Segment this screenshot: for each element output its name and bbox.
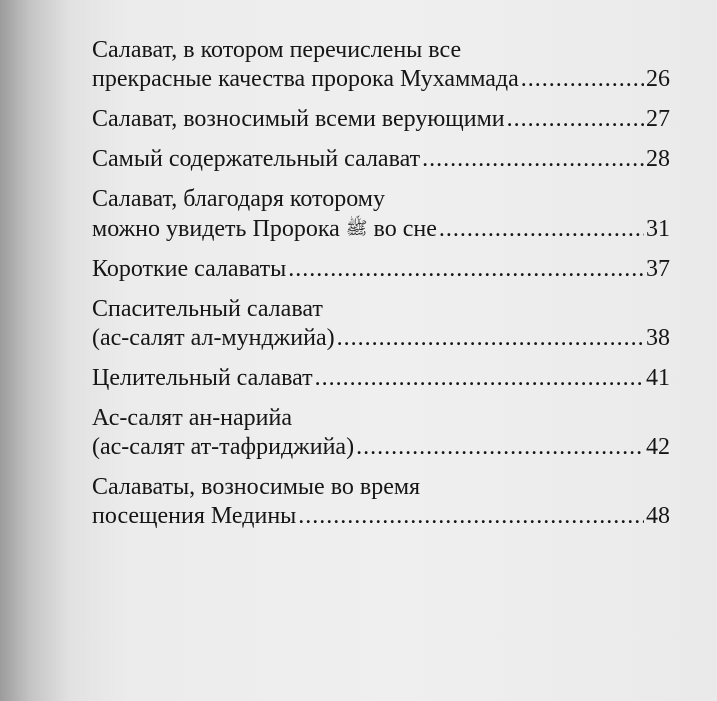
toc-entry-last-line [92, 324, 670, 353]
page-number: 28 [646, 146, 670, 172]
toc-entry-last-line [92, 105, 670, 134]
page-number: 37 [646, 256, 670, 282]
page-number: 26 [646, 66, 670, 92]
toc-entry-title: Ас-салят ан-нарийа [92, 405, 293, 431]
toc-entry-last-line [92, 255, 670, 284]
toc-entry-title: (ас-салят ал-мунджийа) [92, 325, 335, 351]
dot-leader [356, 433, 644, 462]
toc-entry-last-line [92, 502, 670, 531]
toc-entry-title: Салаваты, возносимые во время [92, 474, 421, 500]
toc-entry-title: Салават, благодаря которому [92, 186, 385, 212]
toc-entry [92, 255, 670, 284]
toc-entry [92, 105, 670, 134]
toc-entry [92, 145, 670, 174]
toc-entry [92, 364, 670, 393]
toc-entry-last-line [92, 214, 670, 244]
toc-entry-title: можно увидеть Пророка [92, 216, 340, 242]
page-number: 31 [646, 216, 670, 242]
toc-entry-title: Салават, в котором перечислены все [92, 37, 462, 63]
dot-leader [507, 105, 644, 134]
toc-entry-title: посещения Медины [92, 503, 297, 529]
page-number: 27 [646, 106, 670, 132]
dot-leader [439, 215, 644, 244]
dot-leader [422, 145, 644, 174]
dot-leader [298, 502, 644, 531]
toc-entry-title: Салават, возносимый всеми верующими [92, 106, 505, 132]
toc-entry-last-line [92, 65, 670, 94]
toc-entry-last-line [92, 145, 670, 174]
toc-entry [92, 473, 670, 531]
toc-entry-title: Короткие салаваты [92, 256, 287, 282]
dot-leader [521, 65, 644, 94]
dot-leader [288, 255, 644, 284]
page-number: 48 [646, 503, 670, 529]
table-of-contents [92, 36, 670, 542]
salawat-seal-icon: ﷺ [345, 218, 368, 238]
toc-entry-last-line [92, 364, 670, 393]
toc-entry-title-wrap [92, 214, 437, 244]
page-number: 38 [646, 325, 670, 351]
toc-entry [92, 185, 670, 244]
toc-entry-title: Самый содержательный салават [92, 146, 421, 172]
toc-entry-title: прекрасные качества пророка Мухаммада [92, 66, 519, 92]
page-number: 42 [646, 434, 670, 460]
dot-leader [315, 364, 644, 393]
dot-leader [337, 324, 644, 353]
toc-entry [92, 404, 670, 462]
toc-entry [92, 295, 670, 353]
page-number: 41 [646, 365, 670, 391]
toc-entry-title: Спасительный салават [92, 296, 323, 322]
toc-entry-title: Целительный салават [92, 365, 313, 391]
toc-entry-last-line [92, 433, 670, 462]
toc-entry-title: (ас-салят ат-тафриджийа) [92, 434, 355, 460]
toc-entry [92, 36, 670, 94]
toc-entry-title-suffix: во сне [373, 216, 437, 242]
